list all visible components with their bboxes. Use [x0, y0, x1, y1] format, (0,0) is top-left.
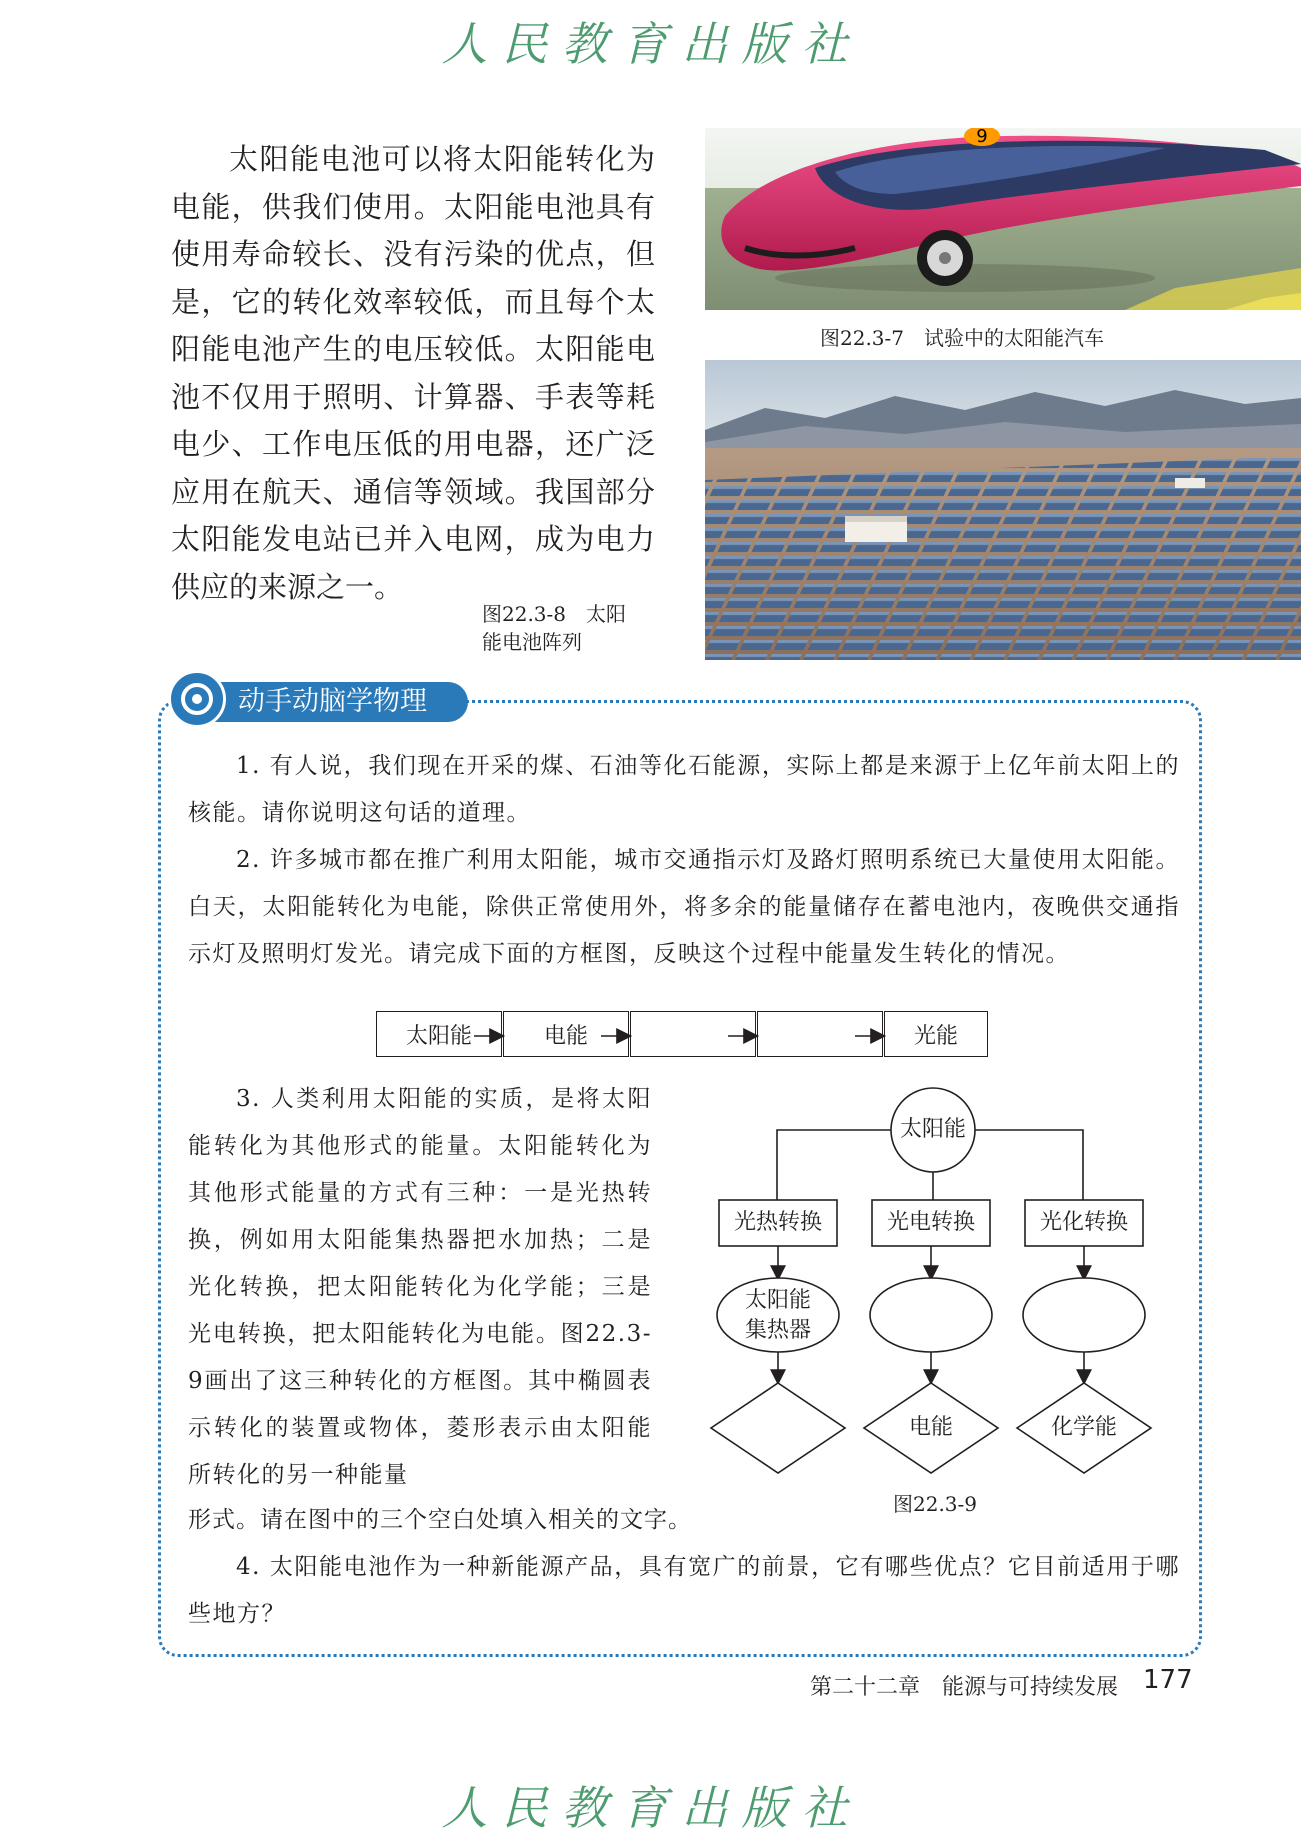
figure-22-3-8-caption-line2: 能电池阵列	[482, 630, 582, 654]
question-3-text: 3. 人类利用太阳能的实质，是将太阳能转化为其他形式的能量。太阳能转化为其他形式能量的方式有三种：一是光热转换，例如用太阳能集热器把水加热；二是光化转换，把太阳能转化为化学能；三是光电转换，把太阳能转化为电能。图22.3-9画出了这三种转化的方框图。其中椭圆表示转化的装置或物体，菱形表示由太阳能所转化的另一种能量	[188, 1086, 652, 1488]
flow-box-electric-energy: 电能	[503, 1011, 629, 1057]
diagram-device-collector-line1: 太阳能	[744, 1288, 811, 1313]
question-1: 1. 有人说，我们现在开采的煤、石油等化石能源，实际上都是来源于上亿年前太阳上的核能。请你说明这句话的道理。	[188, 753, 1180, 826]
diagram-energy-electric: 电能	[908, 1415, 953, 1440]
figure-22-3-8-caption-line1: 图22.3-8 太阳	[482, 602, 627, 626]
section-title: 动手动脑学物理	[238, 686, 427, 717]
diagram-branch-photochemical: 光化转换	[1039, 1210, 1128, 1235]
figure-22-3-9-caption: 图22.3-9	[893, 1492, 978, 1516]
page-number: 177	[1143, 1665, 1193, 1695]
figure-22-3-7-caption: 图22.3-7 试验中的太阳能汽车	[820, 326, 1105, 350]
diagram-root-solar: 太阳能	[899, 1117, 966, 1142]
diagram-branch-photoelectric: 光电转换	[886, 1210, 975, 1235]
question-4	[188, 1544, 1180, 1638]
question-2: 2. 许多城市都在推广利用太阳能，城市交通指示灯及路灯照明系统已大量使用太阳能。白天，太阳能转化为电能，除供正常使用外，将多余的能量储存在蓄电池内，夜晚供交通指示灯及照明灯发光。请完成下面的方框图，反映这个过程中能量发生转化的情况。	[188, 847, 1180, 967]
diagram-energy-chemical: 化学能	[1050, 1415, 1117, 1440]
diagram-branch-thermal: 光热转换	[733, 1210, 822, 1235]
publisher-watermark-bottom: 人民教育出版社	[441, 1781, 862, 1835]
question-4-text: 4. 太阳能电池作为一种新能源产品，具有宽广的前景，它有哪些优点？它目前适用于哪些地方？	[188, 1554, 1180, 1627]
diagram-device-collector-line2: 集热器	[744, 1318, 811, 1343]
chapter-footer: 第二十二章 能源与可持续发展	[810, 1675, 1119, 1700]
flow-box-light-energy: 光能	[884, 1011, 988, 1057]
car-number: 9	[976, 128, 988, 147]
blank-diamond-thermal[interactable]	[711, 1383, 845, 1473]
intro-text: 太阳能电池可以将太阳能转化为电能，供我们使用。太阳能电池具有使用寿命较长、没有污染的优点，但是，它的转化效率较低，而且每个太阳能电池产生的电压较低。太阳能电池不仅用于照明、计算器、手表等耗电少、工作电压低的用电器，还广泛应用在航天、通信等领域。我国部分太阳能发电站已并入电网，成为电力供应的来源之一。	[171, 142, 655, 604]
question-3-end-text: 形式。请在图中的三个空白处填入相关的文字。	[188, 1507, 692, 1533]
flow-box-solar-energy: 太阳能	[376, 1011, 502, 1057]
blank-ellipse-photochemical[interactable]	[1023, 1278, 1145, 1352]
diagram-device-collector	[718, 1286, 838, 1346]
blank-ellipse-photoelectric[interactable]	[870, 1278, 992, 1352]
publisher-watermark-top: 人民教育出版社	[441, 17, 862, 71]
